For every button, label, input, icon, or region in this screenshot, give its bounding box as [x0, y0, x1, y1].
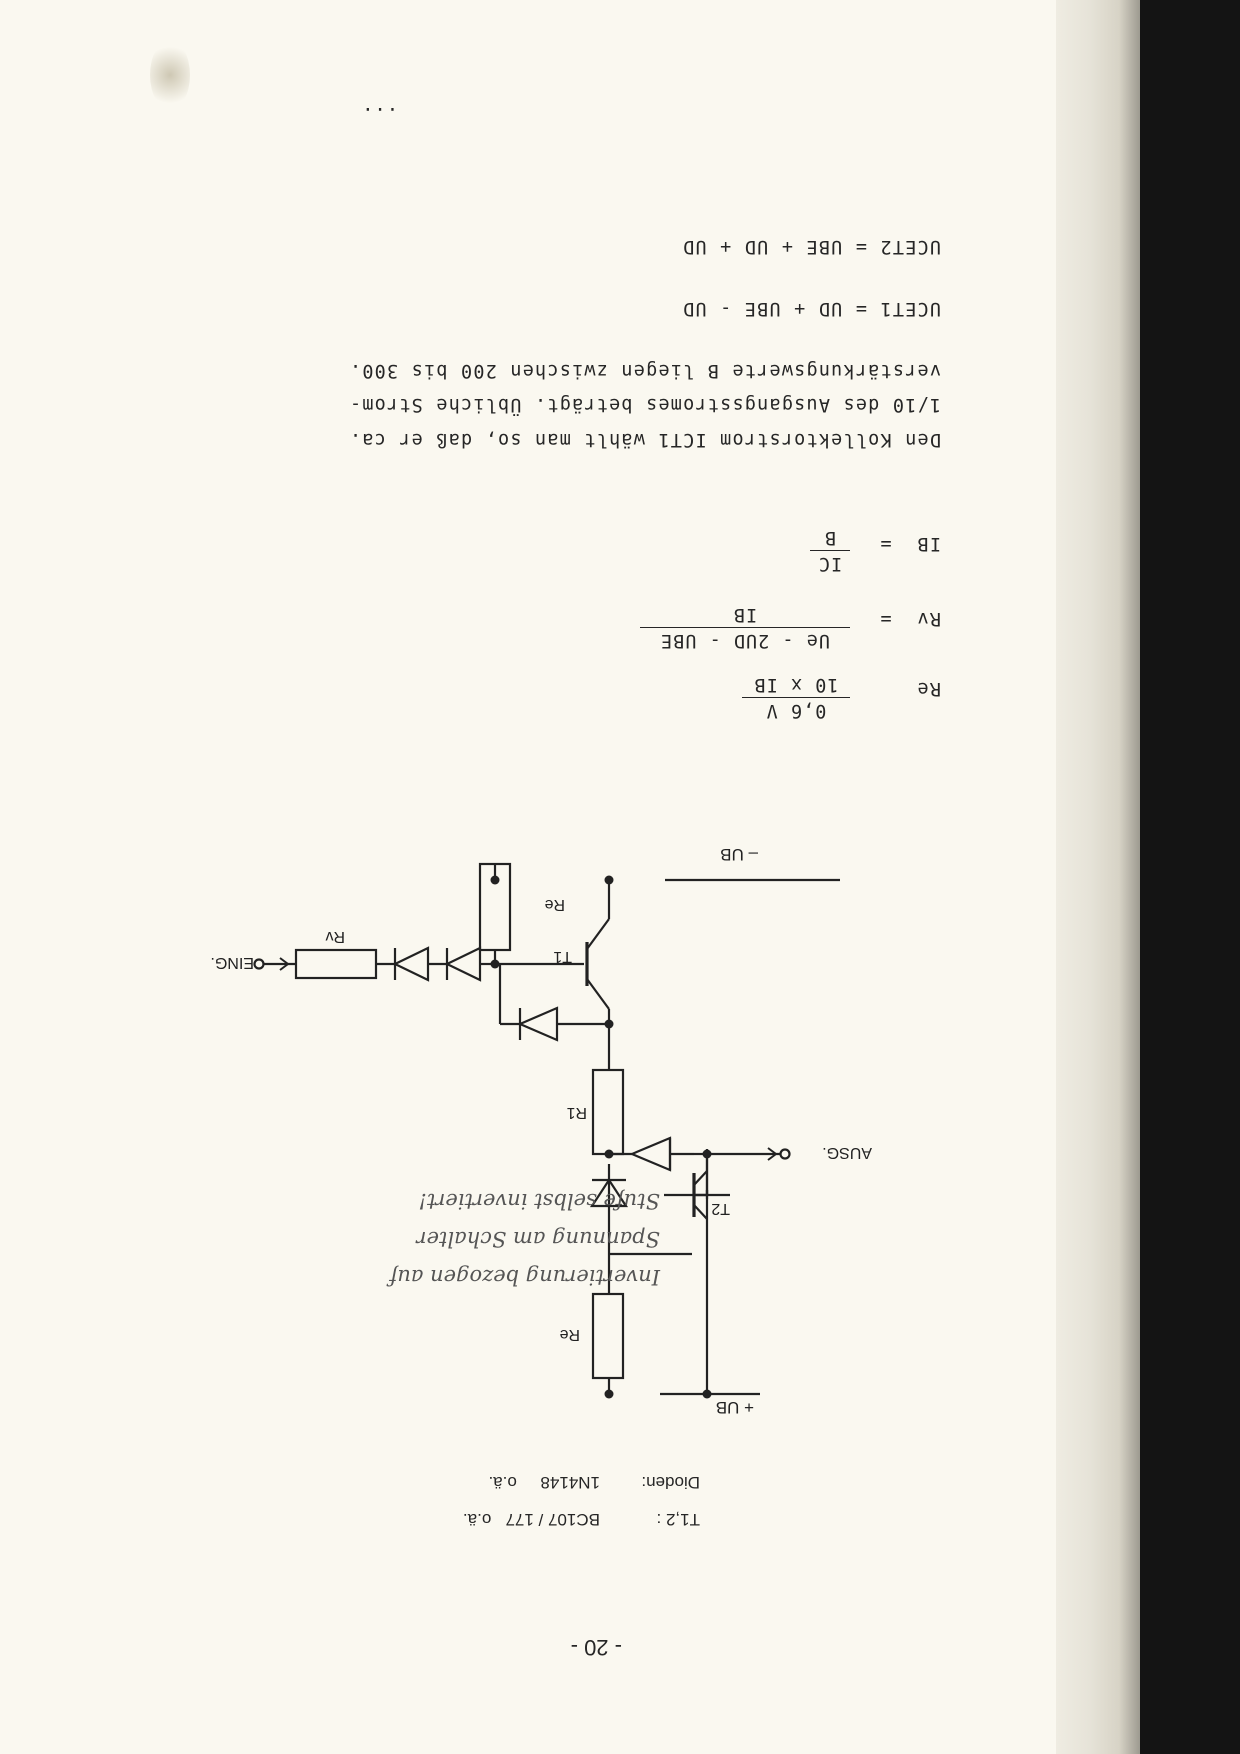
- rv-denominator: IB: [732, 604, 758, 625]
- diode-output: [632, 1138, 670, 1170]
- rv-numerator: Ue - 2UD - UBE: [640, 627, 850, 651]
- label-re-bottom: Re: [544, 896, 565, 913]
- label-eing: EING.: [210, 954, 254, 971]
- junction-dots: [491, 876, 712, 1399]
- equation-ucet1: UCET1 = UD + UBE - UD: [681, 298, 941, 319]
- ib-formula-label: IB =: [879, 533, 941, 554]
- page-edge-shadow: [1056, 0, 1140, 1754]
- ib-numerator: IC: [810, 550, 850, 574]
- label-minus-ub: – UB: [720, 845, 758, 864]
- ellipsis: ...: [360, 103, 398, 124]
- label-plus-ub: + UB: [715, 1398, 754, 1417]
- re-numerator: 0,6 V: [742, 697, 850, 721]
- label-t1: T1: [553, 948, 572, 965]
- equation-ucet2: UCET2 = UBE + UD + UD: [681, 236, 941, 257]
- paragraph-line-2: 1/10 des Ausgangsstromes beträgt. Übliche Strom-: [348, 394, 941, 415]
- page-number: - 20 -: [570, 1635, 622, 1660]
- transistors-label: T1,2 :: [656, 1510, 700, 1529]
- resistor-re-top: [593, 1294, 623, 1378]
- diodes-label: Dioden:: [641, 1473, 700, 1492]
- diode-input-1: [447, 948, 480, 980]
- schematic-wiring: [264, 864, 840, 1394]
- handwritten-note-line-2: Spannung am Schalter: [416, 1227, 660, 1251]
- eing-terminal: [255, 960, 264, 969]
- label-ausg: AUSG.: [822, 1144, 872, 1161]
- handwritten-note-line-1: Invertierung bezogen auf: [389, 1265, 660, 1289]
- label-r1: R1: [566, 1104, 587, 1121]
- label-t2: T2: [711, 1200, 730, 1217]
- re-denominator: 10 x IB: [753, 674, 839, 695]
- paragraph-line-1: Den Kollektorstrom ICT1 wählt man so, daß er ca.: [348, 429, 941, 450]
- label-re-top: Re: [559, 1326, 580, 1343]
- rv-formula-label: Rv =: [879, 608, 941, 629]
- diode-feedback: [520, 1008, 557, 1040]
- resistor-rv: [296, 950, 376, 978]
- transistors-value: BC107 / 177 o.ä.: [462, 1510, 600, 1529]
- ausg-terminal: [781, 1150, 790, 1159]
- label-rv: Rv: [325, 928, 345, 945]
- resistor-r1: [593, 1070, 623, 1154]
- handwritten-note-line-3: Stufe selbst invertiert!: [418, 1189, 660, 1213]
- ib-denominator: B: [823, 527, 837, 548]
- diodes-value: 1N4148 o.ä.: [488, 1473, 600, 1492]
- paragraph-line-3: verstärkungswerte B liegen zwischen 200 bis 300.: [348, 360, 941, 381]
- diode-input-2: [395, 948, 428, 980]
- re-formula-label: Re: [916, 678, 941, 699]
